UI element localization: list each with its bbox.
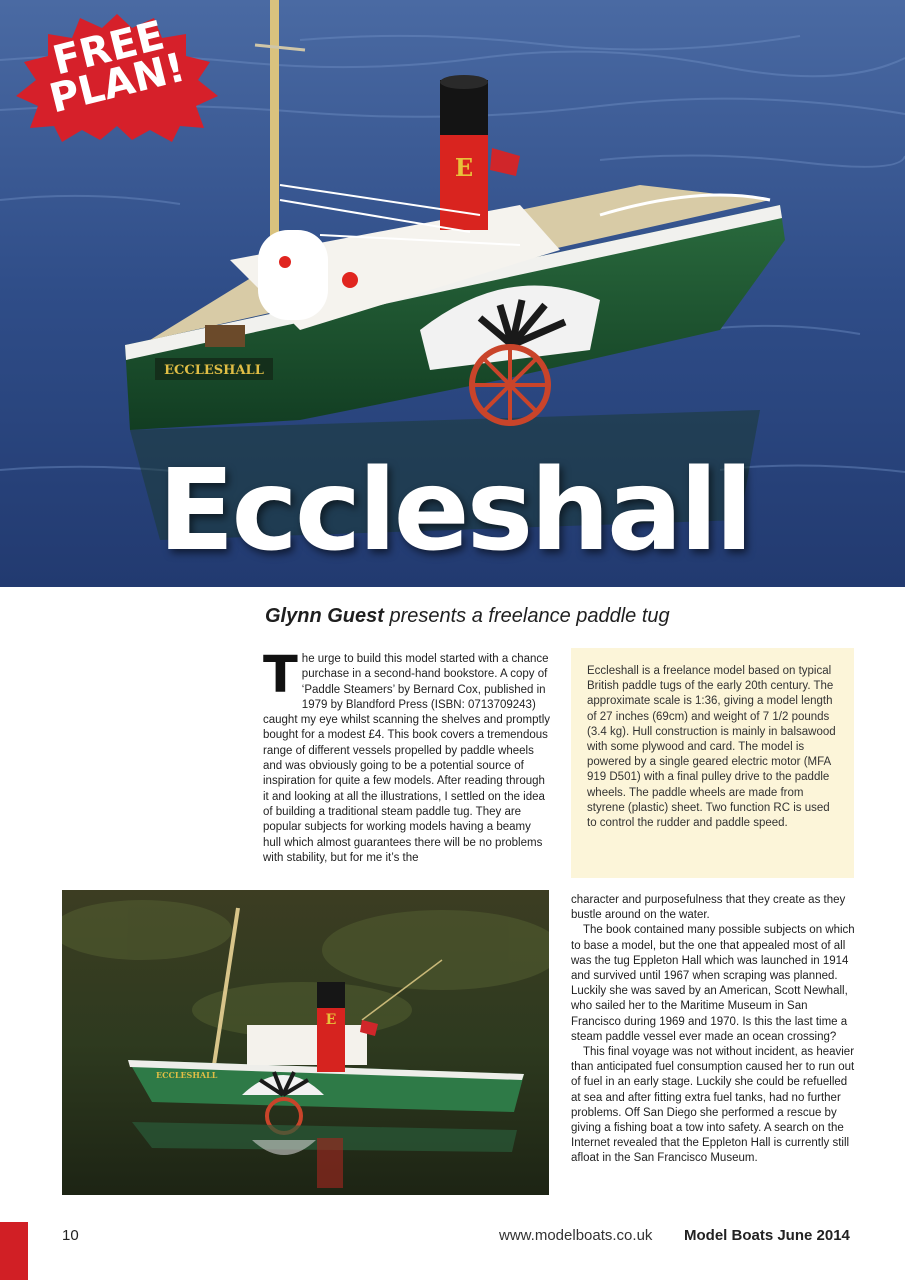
- paddle-tug-reflection-photo: [62, 890, 549, 1195]
- article-column-2: [571, 893, 856, 1167]
- second-photo: [62, 890, 549, 1195]
- column-1-text: he urge to build this model started with a chance purchase in a second-hand bookstore. A copy of ‘Paddle Steamers’ by Bernard Cox, published in 1979 by Blandford Press (ISBN: 0713709243) caught my eye whilst scanning the shelves and promptly bought for a modest £4. This book covers a tremendous range of different vessels propelled by paddle wheels and was obviously going to be a potential source of inspiration for quite a few models. After reading through it and looking at all the illustrations, I settled on the idea of building a traditional steam paddle tug. They are popular subjects for working models having a beamy hull which almost guarantees there will be no problems with stability, but for me it’s the: [263, 653, 551, 864]
- hero-photo: [0, 0, 905, 587]
- paragraph: This final voyage was not without incident, as heavier than anticipated fuel consumption caused her to run out of fuel in an early stage. Luckily she could be refuelled at sea and after fitting extra fuel tanks, had no further problems. Off San Diego she performed a rescue by giving a fishing boat a tow into safety. A search on the Internet revealed that the Eppleton Hall is currently still afloat in the San Francisco Museum.: [571, 1046, 855, 1165]
- footer-magazine-issue: Model Boats June 2014: [684, 1227, 850, 1244]
- drop-cap: T: [263, 646, 298, 705]
- hero-nameplate: ECCLESHALL: [164, 363, 264, 378]
- photo2-nameplate: ECCLESHALL: [156, 1070, 218, 1080]
- hero-funnel-letter: E: [454, 153, 474, 182]
- paragraph: The book contained many possible subjects on which to base a model, but the one that appealed most of all was the tug Eppleton Hall which was launched in 1914 and survived until 1967 when scraping was planned. Luckily she was saved by an American, Scott Newhall, who sailed her to the Maritime Museum in San Francisco during 1969 and 1970. Is this the last time a steam paddle vessel ever made an ocean crossing?: [571, 924, 855, 1043]
- byline: [265, 605, 670, 628]
- spec-sidebar: [571, 648, 854, 878]
- footer-url: www.modelboats.co.uk: [499, 1227, 653, 1244]
- article-title: Eccleshall: [158, 446, 751, 576]
- author-name: Glynn Guest: [265, 605, 384, 627]
- byline-tagline: presents a freelance paddle tug: [389, 605, 670, 627]
- sidebar-text: Eccleshall is a freelance model based on typical British paddle tugs of the early 20th century. The approximate scale is 1:36, giving a model length of 27 inches (69cm) and weight of 7 1/2 pounds (3.4 kg). Hull construction is mainly in balsawood with some plywood and card. The model is powered by a single geared electric motor (MFA 919 D501) with a final pulley drive to the paddle wheels. The paddle wheels are made from styrene (plastic) sheet. Two function RC is used to control the rudder and paddle speed.: [587, 665, 836, 830]
- photo2-funnel-letter: E: [325, 1012, 337, 1028]
- article-column-1: [263, 646, 551, 866]
- paragraph: character and purposefulness that they create as they bustle around on the water.: [571, 894, 846, 922]
- free-plan-badge: FREE PLAN!: [45, 12, 190, 123]
- page-edge-tab: [0, 1222, 28, 1280]
- page-number: 10: [62, 1227, 79, 1244]
